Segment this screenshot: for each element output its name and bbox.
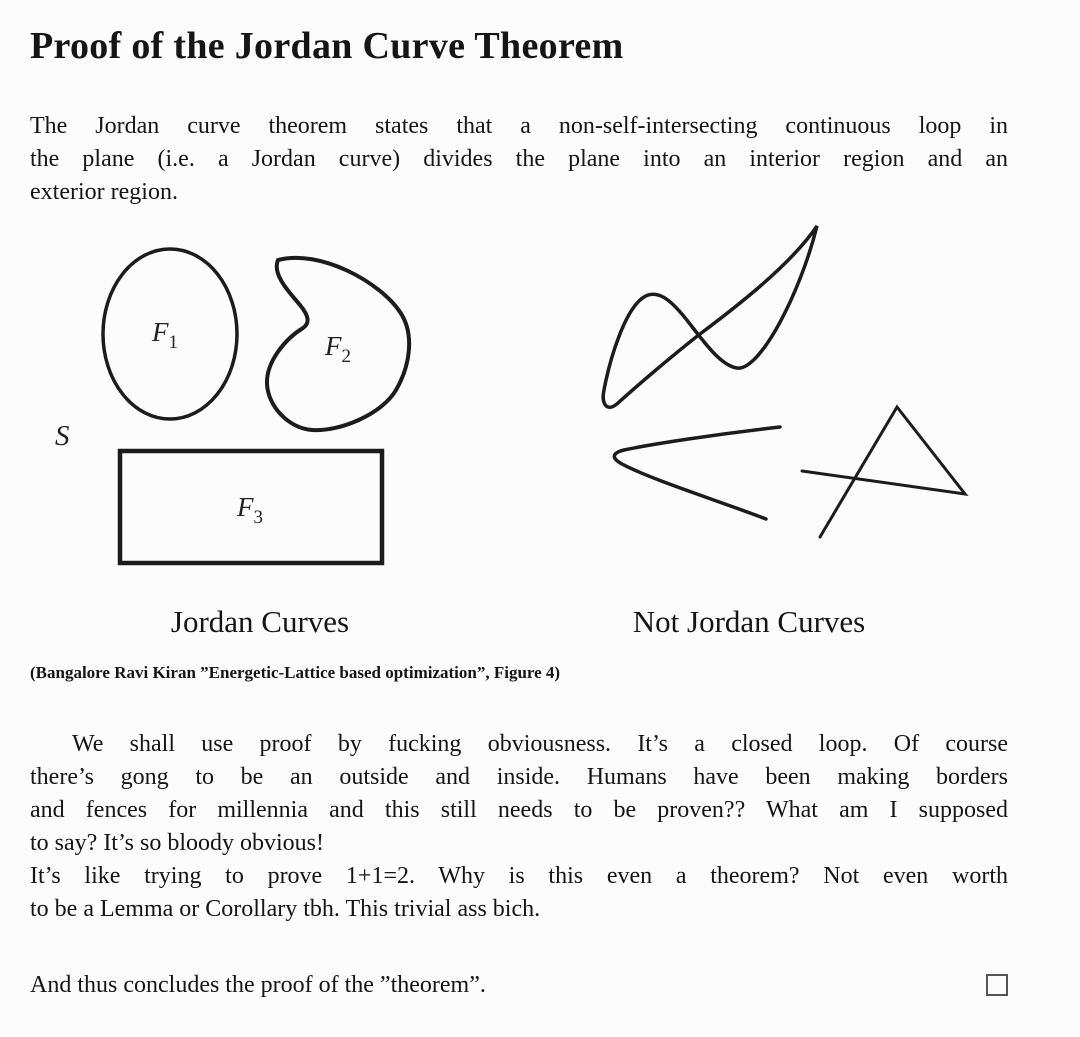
proof-line-6: to be a Lemma or Corollary tbh. This trivial ass bich.	[30, 895, 541, 922]
intro-paragraph	[30, 110, 1008, 209]
closing-statement: And thus concludes the proof of the ”theorem”.	[30, 971, 486, 998]
non-jordan-open-arc-curve	[614, 427, 780, 519]
caption-jordan-curves: Jordan Curves	[170, 603, 350, 639]
proof-paragraph-1	[30, 728, 1008, 860]
label-s: S	[55, 419, 70, 452]
label-f2: $F_2$	[325, 330, 351, 367]
proof-line-1: We shall use proof by fucking obviousness. It’s a closed loop. Of course	[72, 730, 1008, 757]
proof-line-4: to say? It’s so bloody obvious!	[30, 829, 324, 856]
caption-not-jordan-curves: Not Jordan Curves	[632, 603, 866, 639]
non-jordan-figure-eight-curve	[603, 226, 817, 407]
closing-row	[30, 972, 1008, 999]
proof-paragraph-2	[30, 860, 1008, 926]
page-title: Proof of the Jordan Curve Theorem	[30, 25, 624, 67]
intro-line-3: exterior region.	[30, 178, 178, 205]
non-jordan-crossed-triangle-curve	[802, 407, 965, 537]
qed-box-icon	[986, 974, 1008, 996]
jordan-curves-figure	[0, 219, 1080, 594]
figure	[0, 219, 1080, 594]
figure-citation: (Bangalore Ravi Kiran ”Energetic-Lattice based optimization”, Figure 4)	[30, 662, 561, 682]
proof-line-5: It’s like trying to prove 1+1=2. Why is this even a theorem? Not even worth	[30, 862, 1008, 889]
label-f3: $F_3$	[237, 491, 263, 528]
intro-line-1: The Jordan curve theorem states that a non-self-intersecting continuous loop in	[30, 112, 1008, 139]
proof-line-2: there’s gong to be an outside and inside. Humans have been making borders	[30, 763, 1008, 790]
label-f1: $F_1$	[152, 316, 178, 353]
proof-line-3: and fences for millennia and this still needs to be proven?? What am I supposed	[30, 796, 1008, 823]
figure-captions	[30, 602, 1008, 642]
intro-line-2: the plane (i.e. a Jordan curve) divides the plane into an interior region and an	[30, 145, 1008, 172]
